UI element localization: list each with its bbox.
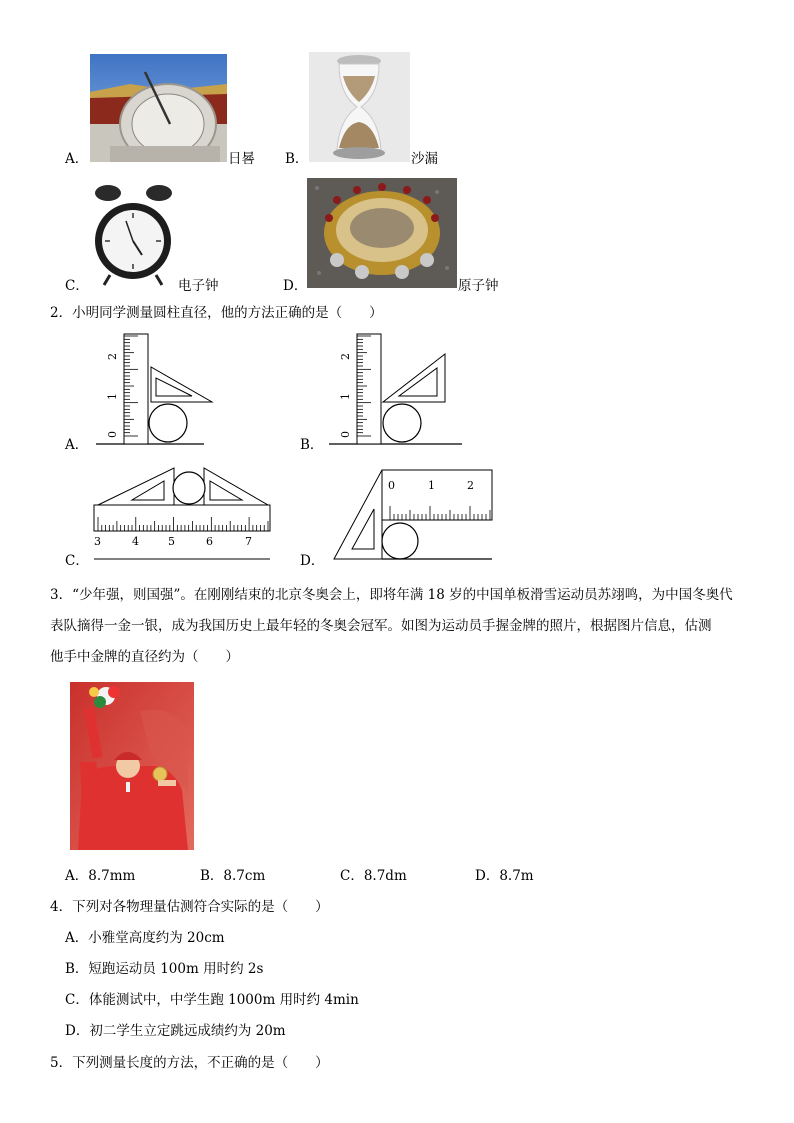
- option-caption: 电子钟: [178, 278, 219, 294]
- q4-option-c: C．体能测试中，中学生跑 1000m 用时约 4min: [65, 992, 359, 1008]
- option-a: A．8.7mm: [65, 868, 136, 884]
- tick-label: 1: [339, 393, 352, 400]
- option-letter: A．: [65, 151, 89, 167]
- q4-option-d: D．初二学生立定跳远成绩约为 20m: [65, 1023, 286, 1039]
- ruler-setup-c: [92, 465, 274, 565]
- question-3-stem-line-3: 他手中金牌的直径约为（ ）: [50, 649, 239, 665]
- option-d: D．8.7m: [475, 868, 534, 884]
- question-3-stem-line-2: 表队摘得一金一银，成为我国历史上最年轻的冬奥会冠军。如图为运动员手握金牌的照片，根据图片信息，估测: [50, 618, 712, 634]
- tick-label: 7: [245, 535, 252, 548]
- question-2-stem: 2．小明同学测量圆柱直径，他的方法正确的是（ ）: [50, 305, 383, 321]
- tick-label: 2: [106, 353, 119, 360]
- tick-label: 4: [132, 535, 139, 548]
- ruler-setup-d: [330, 465, 494, 565]
- option-b: B．8.7cm: [200, 868, 266, 884]
- option-letter: D．: [283, 278, 308, 294]
- option-letter: C．: [65, 553, 89, 569]
- tick-label: 3: [94, 535, 101, 548]
- tick-label: 1: [428, 479, 435, 492]
- option-letter: C．: [65, 278, 89, 294]
- option-c: C．8.7dm: [340, 868, 407, 884]
- option-letter: A．: [65, 437, 89, 453]
- option-caption: 原子钟: [458, 278, 499, 294]
- tick-label: 0: [106, 431, 119, 438]
- question-3-stem-line-1: 3．“少年强，则国强”。在刚刚结束的北京冬奥会上，即将年满 18 岁的中国单板滑雪运动员苏翊鸣，为中国冬奥代: [50, 587, 733, 603]
- athlete-with-medal-photo: [70, 682, 194, 850]
- ruler-setup-b: [327, 332, 467, 447]
- option-letter: B．: [300, 437, 324, 453]
- q4-option-a: A．小雅堂高度约为 20cm: [65, 930, 225, 946]
- option-letter: B．: [285, 151, 309, 167]
- option-caption: 日晷: [228, 151, 255, 167]
- tick-label: 2: [339, 353, 352, 360]
- tick-label: 2: [467, 479, 474, 492]
- tick-label: 0: [388, 479, 395, 492]
- option-caption: 沙漏: [411, 151, 438, 167]
- tick-label: 0: [339, 431, 352, 438]
- atomic-clock-photo: [307, 178, 457, 288]
- alarm-clock-photo: [90, 177, 177, 288]
- question-5-stem: 5．下列测量长度的方法，不正确的是（ ）: [50, 1055, 329, 1071]
- sundial-photo: [90, 54, 227, 162]
- hourglass-photo: [309, 52, 410, 162]
- tick-label: 6: [206, 535, 213, 548]
- tick-label: 5: [168, 535, 175, 548]
- question-4-stem: 4．下列对各物理量估测符合实际的是（ ）: [50, 899, 329, 915]
- q4-option-b: B．短跑运动员 100m 用时约 2s: [65, 961, 264, 977]
- ruler-setup-a: [94, 332, 219, 447]
- option-letter: D．: [300, 553, 325, 569]
- tick-label: 1: [106, 393, 119, 400]
